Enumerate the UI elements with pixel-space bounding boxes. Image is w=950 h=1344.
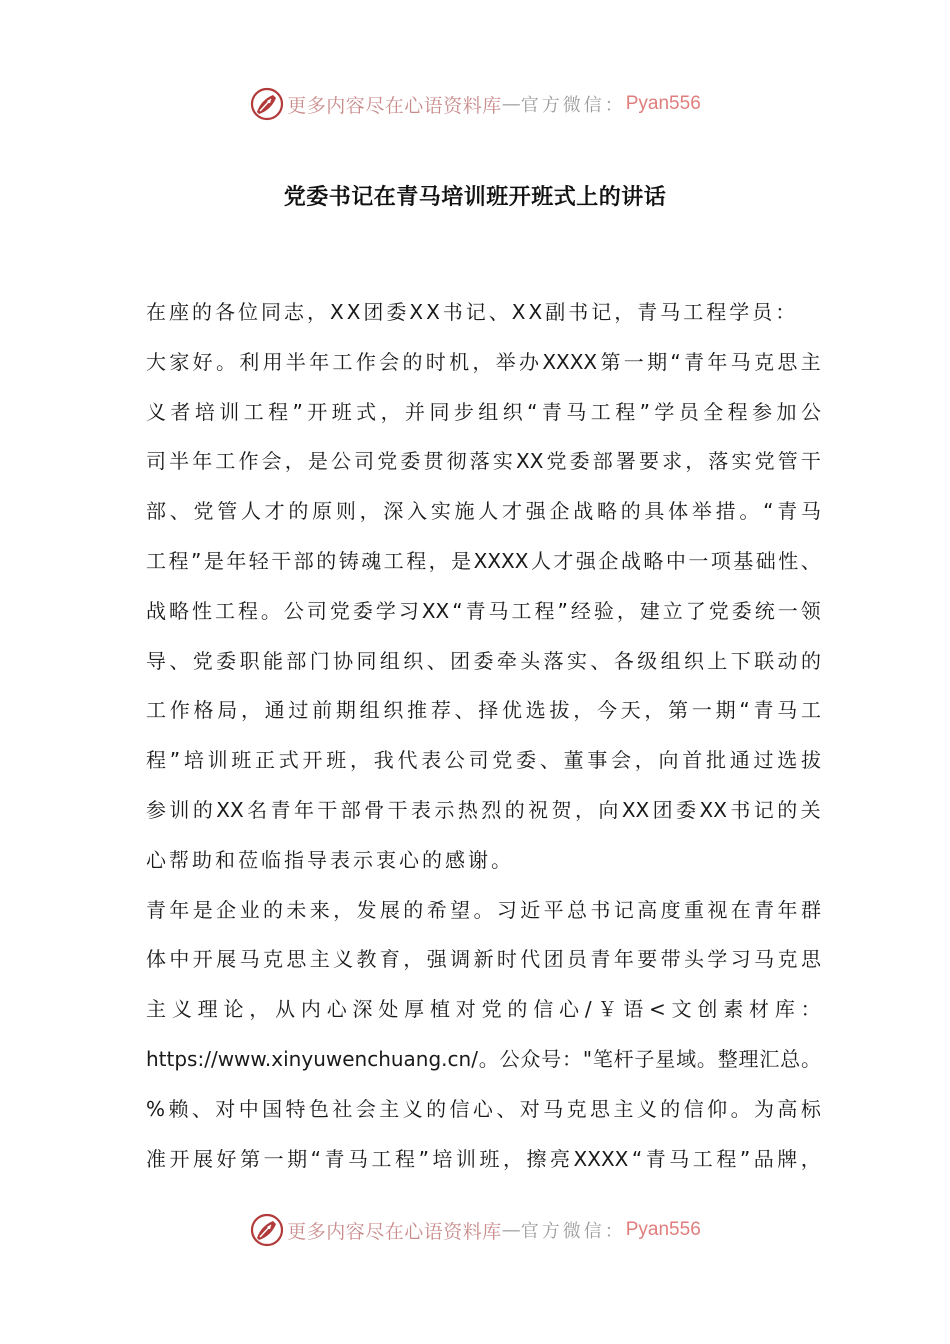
banner-text: 更多内容尽在心语资料库 xyxy=(287,94,502,117)
banner-separator: — xyxy=(501,1219,521,1241)
text-line: 司 半 年 工 作 会 ， 是 公 司 党 委 贯 彻 落 实 XX 党 委 部 署 要 求 ， 落 实 党 管 干 xyxy=(146,449,821,474)
text-line: 战 略 性 工 程 。 公 司 党 委 学 习 XX “ 青 马 工 程 ” 经 验 ， 建 立 了 党 委 统 一 领 xyxy=(146,598,821,623)
banner-wechat-id: Pyan556 xyxy=(625,1219,701,1240)
text-line: 青 年 是 企 业 的 未 来 ， 发 展 的 希 望 。 习 近 平 总 书 记 高 度 重 视 在 青 年 群 xyxy=(146,897,821,922)
page-title: 党委书记在青马培训班开班式上的讲话 xyxy=(283,185,667,210)
text-line: 主 义 理 论 ， 从 内 心 深 处 厚 植 对 党 的 信 心 / ￥ 语 < 文 创 素 材 库 ： xyxy=(146,997,821,1022)
text-line: 大 家 好 。 利 用 半 年 工 作 会 的 时 机 ， 举 办 XXXX 第 一 期 “ 青 年 马 克 思 主 xyxy=(146,349,821,374)
text-line: 程 ” 培 训 班 正 式 开 班 ， 我 代 表 公 司 党 委 、 董 事 会 ， 向 首 批 通 过 选 拔 xyxy=(146,748,821,773)
header-watermark-banner xyxy=(0,84,950,124)
pen-nib-logo-icon xyxy=(249,86,285,122)
text-line: 工 作 格 局 ， 通 过 前 期 组 织 推 荐 、 择 优 选 拔 ， 今 天 ， 第 一 期 “ 青 马 工 xyxy=(146,698,821,723)
text-line-content: 在座的各位同志，XX团委XX书记、XX副书记，青马工程学员： xyxy=(146,300,799,324)
text-line: % 赖 、 对 中 国 特 色 社 会 主 义 的 信 心 、 对 马 克 思 主 义 的 信 仰 。 为 高 标 xyxy=(146,1096,821,1121)
text-line: 部 、 党 管 人 才 的 原 则 ， 深 入 实 施 人 才 强 企 战 略 的 具 体 举 措 。 “ 青 马 xyxy=(146,499,821,524)
text-line: 义 者 培 训 工 程 ” 开 班 式 ， 并 同 步 组 织 “ 青 马 工 程 ” 学 员 全 程 参 加 公 xyxy=(146,399,821,424)
banner-wechat-id: Pyan556 xyxy=(625,93,701,114)
text-line xyxy=(146,836,821,886)
footer-watermark-banner xyxy=(0,1210,950,1250)
banner-text: 更多内容尽在心语资料库 xyxy=(287,1220,502,1243)
text-line-content: 心帮助和莅临指导表示衷心的感谢。 xyxy=(146,847,514,872)
banner-wechat-label: 官方微信： xyxy=(520,1221,626,1242)
pen-nib-logo-icon xyxy=(249,1212,285,1248)
text-line: 工 程 ” 是 年 轻 干 部 的 铸 魂 工 程 ， 是 XXXX 人 才 强 企 战 略 中 一 项 基 础 性 、 xyxy=(146,548,821,573)
banner-wechat-label: 官方微信： xyxy=(520,95,626,116)
document-body xyxy=(146,288,821,1184)
text-line: 准 开 展 好 第 一 期 “ 青 马 工 程 ” 培 训 班 ， 擦 亮 XXXX “ 青 马 工 程 ” 品 牌 ， xyxy=(146,1146,821,1171)
text-line xyxy=(146,288,821,338)
text-line: 体 中 开 展 马 克 思 主 义 教 育 ， 强 调 新 时 代 团 员 青 年 要 带 头 学 习 马 克 思 xyxy=(146,947,821,972)
text-line: https://www.xinyuwenchuang.cn/ 。 公 众 号 ： " 笔 杆 子 星 域 。 整 理 汇 总 。 xyxy=(146,1046,821,1071)
text-line: 参 训 的 XX 名 青 年 干 部 骨 干 表 示 热 烈 的 祝 贺 ， 向 XX 团 委 XX 书 记 的 关 xyxy=(146,797,821,822)
text-line: 导 、 党 委 职 能 部 门 协 同 组 织 、 团 委 牵 头 落 实 、 各 级 组 织 上 下 联 动 的 xyxy=(146,648,821,673)
banner-separator: — xyxy=(501,93,521,115)
